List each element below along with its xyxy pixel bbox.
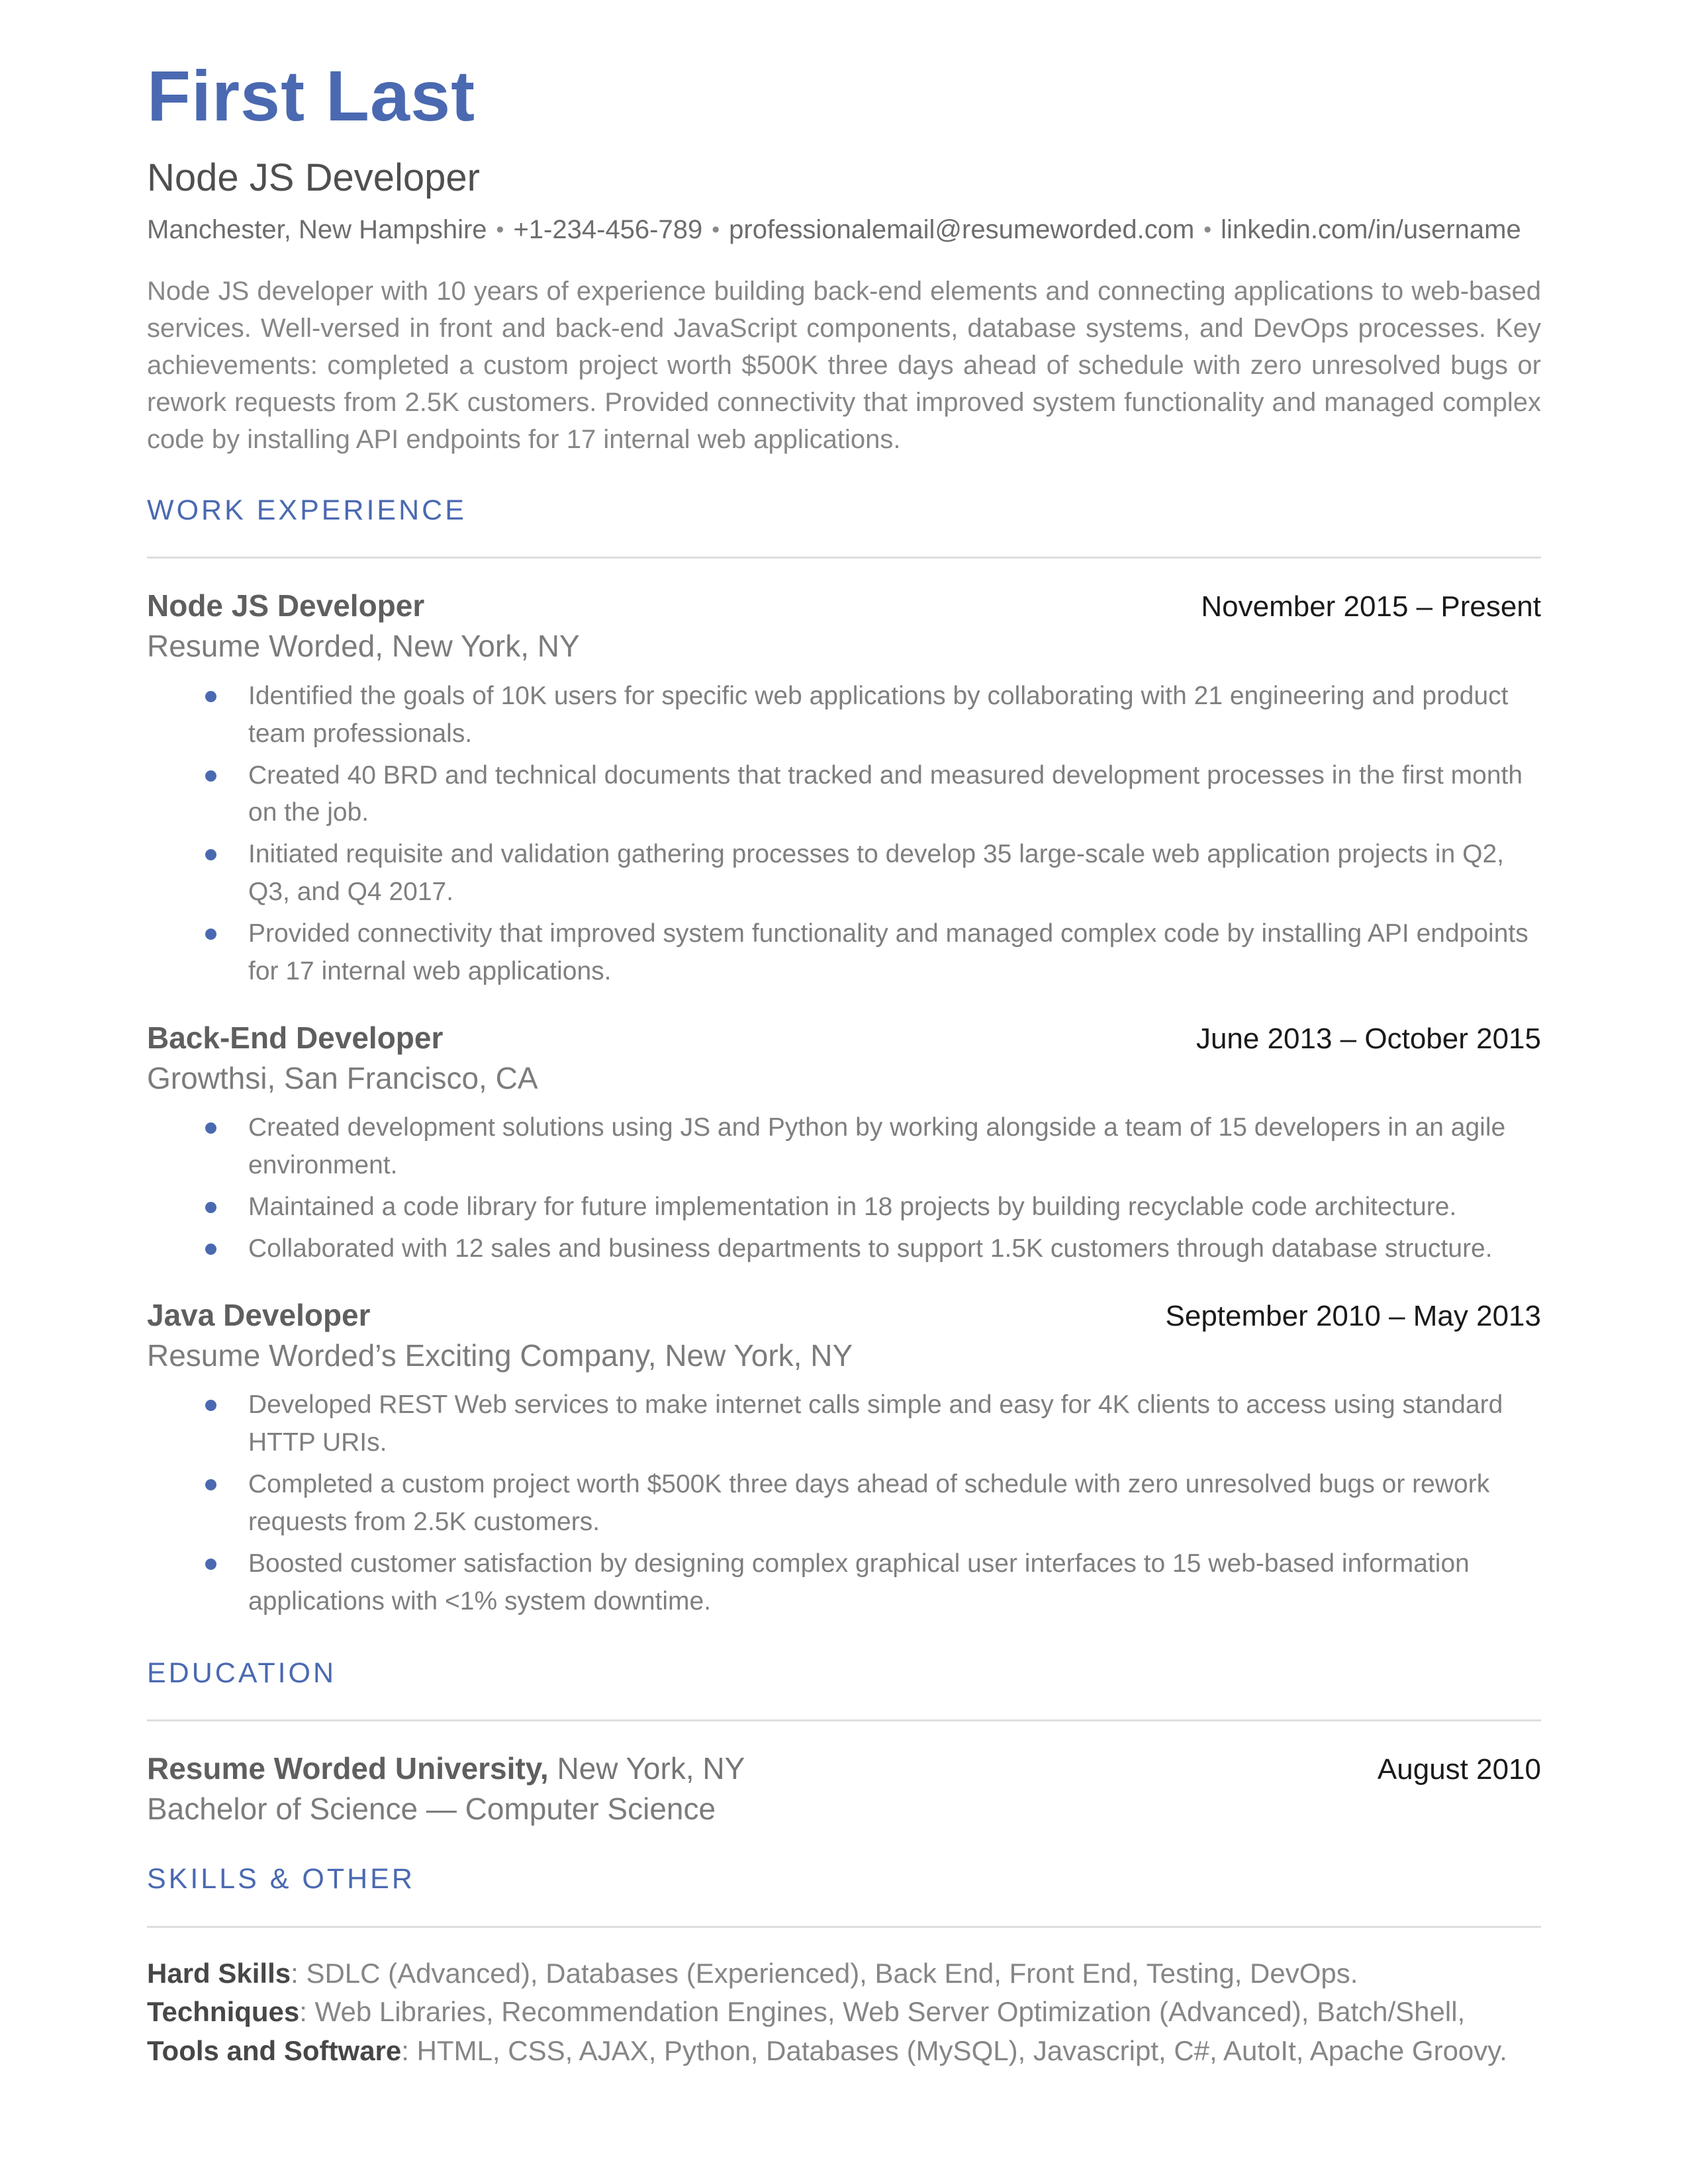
bullet-item: Identified the goals of 10K users for specific web applications by collaborating with 21 engineering and product team professionals. xyxy=(147,678,1541,753)
contact-email: professionalemail@resumeworded.com xyxy=(729,215,1195,245)
job-header-row xyxy=(147,588,1541,624)
section-divider xyxy=(147,557,1541,559)
education-entry xyxy=(147,1751,1541,1787)
skill-value: : HTML, CSS, AJAX, Python, Databases (MySQL), Javascript, C#, AutoIt, Apache Groovy. xyxy=(401,2035,1507,2067)
bullet-list xyxy=(147,1387,1541,1621)
work-section-heading: WORK EXPERIENCE xyxy=(147,494,467,527)
person-name: First Last xyxy=(147,56,476,136)
skills-section-heading: SKILLS & OTHER xyxy=(147,1863,415,1895)
school-name xyxy=(147,1751,745,1786)
bullet-item: Created development solutions using JS and Python by working alongside a team of 15 developers in an agile environment. xyxy=(147,1109,1541,1185)
person-job-title: Node JS Developer xyxy=(147,156,480,200)
job-header-row xyxy=(147,1297,1541,1334)
job-company: Resume Worded’s Exciting Company, New York, NY xyxy=(147,1338,853,1373)
skill-row xyxy=(147,1954,1541,1993)
job-dates: November 2015 – Present xyxy=(1201,590,1541,623)
job-header-row xyxy=(147,1020,1541,1056)
bullet-item: Created 40 BRD and technical documents that tracked and measured development processes in the first month on the job. xyxy=(147,757,1541,833)
bullet-item: Boosted customer satisfaction by designing complex graphical user interfaces to 15 web-based information applications with <1% system downtime. xyxy=(147,1545,1541,1621)
skills-block xyxy=(147,1954,1541,2071)
dot-separator-icon: • xyxy=(712,217,720,243)
skill-value: : Web Libraries, Recommendation Engines, Web Server Optimization (Advanced), Batch/Shell, xyxy=(299,1996,1466,2028)
dot-separator-icon: • xyxy=(1203,217,1212,243)
job-entry xyxy=(147,1020,1541,1268)
education-dates: August 2010 xyxy=(1377,1753,1541,1786)
summary-paragraph: Node JS developer with 10 years of experience building back-end elements and connecting applications to web-based services. Well-versed in front and back-end JavaScript components, database systems, and DevOps processes. Key achievements: completed a custom project worth $500K three days ahead of schedule with zero unresolved bugs or rework requests from 2.5K customers. Provided connectivity that improved system functionality and managed complex code by installing API endpoints for 17 internal web applications. xyxy=(147,277,1541,455)
skill-row xyxy=(147,2032,1541,2071)
section-divider xyxy=(147,1719,1541,1721)
job-title: Back-End Developer xyxy=(147,1021,444,1056)
job-company: Resume Worded, New York, NY xyxy=(147,629,580,664)
contact-phone: +1-234-456-789 xyxy=(513,215,703,245)
skill-value: : SDLC (Advanced), Databases (Experienced), Back End, Front End, Testing, DevOps. xyxy=(291,1957,1358,1989)
school-name-bold: Resume Worded University, xyxy=(147,1751,549,1786)
job-company: Growthsi, San Francisco, CA xyxy=(147,1061,538,1096)
section-divider xyxy=(147,1926,1541,1928)
bullet-item: Initiated requisite and validation gathering processes to develop 35 large-scale web application projects in Q2, Q3, and Q4 2017. xyxy=(147,836,1541,911)
job-dates: June 2013 – October 2015 xyxy=(1196,1023,1541,1056)
contact-line xyxy=(147,215,1541,245)
bullet-item: Maintained a code library for future implementation in 18 projects by building recyclable code architecture. xyxy=(147,1189,1541,1226)
dot-separator-icon: • xyxy=(496,217,504,243)
section-education xyxy=(147,1658,1541,1827)
bullet-item: Provided connectivity that improved system functionality and managed complex code by installing API endpoints for 17 internal web applications. xyxy=(147,915,1541,991)
skill-label: Tools and Software xyxy=(147,2035,402,2067)
degree: Bachelor of Science — Computer Science xyxy=(147,1792,716,1827)
school-location: New York, NY xyxy=(548,1751,745,1786)
skill-row xyxy=(147,1993,1541,2032)
bullet-list xyxy=(147,678,1541,991)
contact-location: Manchester, New Hampshire xyxy=(147,215,487,245)
job-title: Node JS Developer xyxy=(147,588,425,623)
bullet-list xyxy=(147,1109,1541,1268)
section-work-experience xyxy=(147,495,1541,1621)
section-skills xyxy=(147,1864,1541,2071)
job-dates: September 2010 – May 2013 xyxy=(1165,1300,1541,1333)
education-section-heading: EDUCATION xyxy=(147,1657,337,1689)
job-entry xyxy=(147,588,1541,991)
contact-linkedin: linkedin.com/in/username xyxy=(1221,215,1521,245)
bullet-item: Collaborated with 12 sales and business departments to support 1.5K customers through database structure. xyxy=(147,1230,1541,1268)
skill-label: Techniques xyxy=(147,1996,300,2028)
bullet-item: Completed a custom project worth $500K three days ahead of schedule with zero unresolved bugs or rework requests from 2.5K customers. xyxy=(147,1466,1541,1541)
skill-label: Hard Skills xyxy=(147,1957,291,1989)
job-title: Java Developer xyxy=(147,1298,371,1333)
bullet-item: Developed REST Web services to make internet calls simple and easy for 4K clients to access using standard HTTP URIs. xyxy=(147,1387,1541,1462)
job-entry xyxy=(147,1297,1541,1621)
